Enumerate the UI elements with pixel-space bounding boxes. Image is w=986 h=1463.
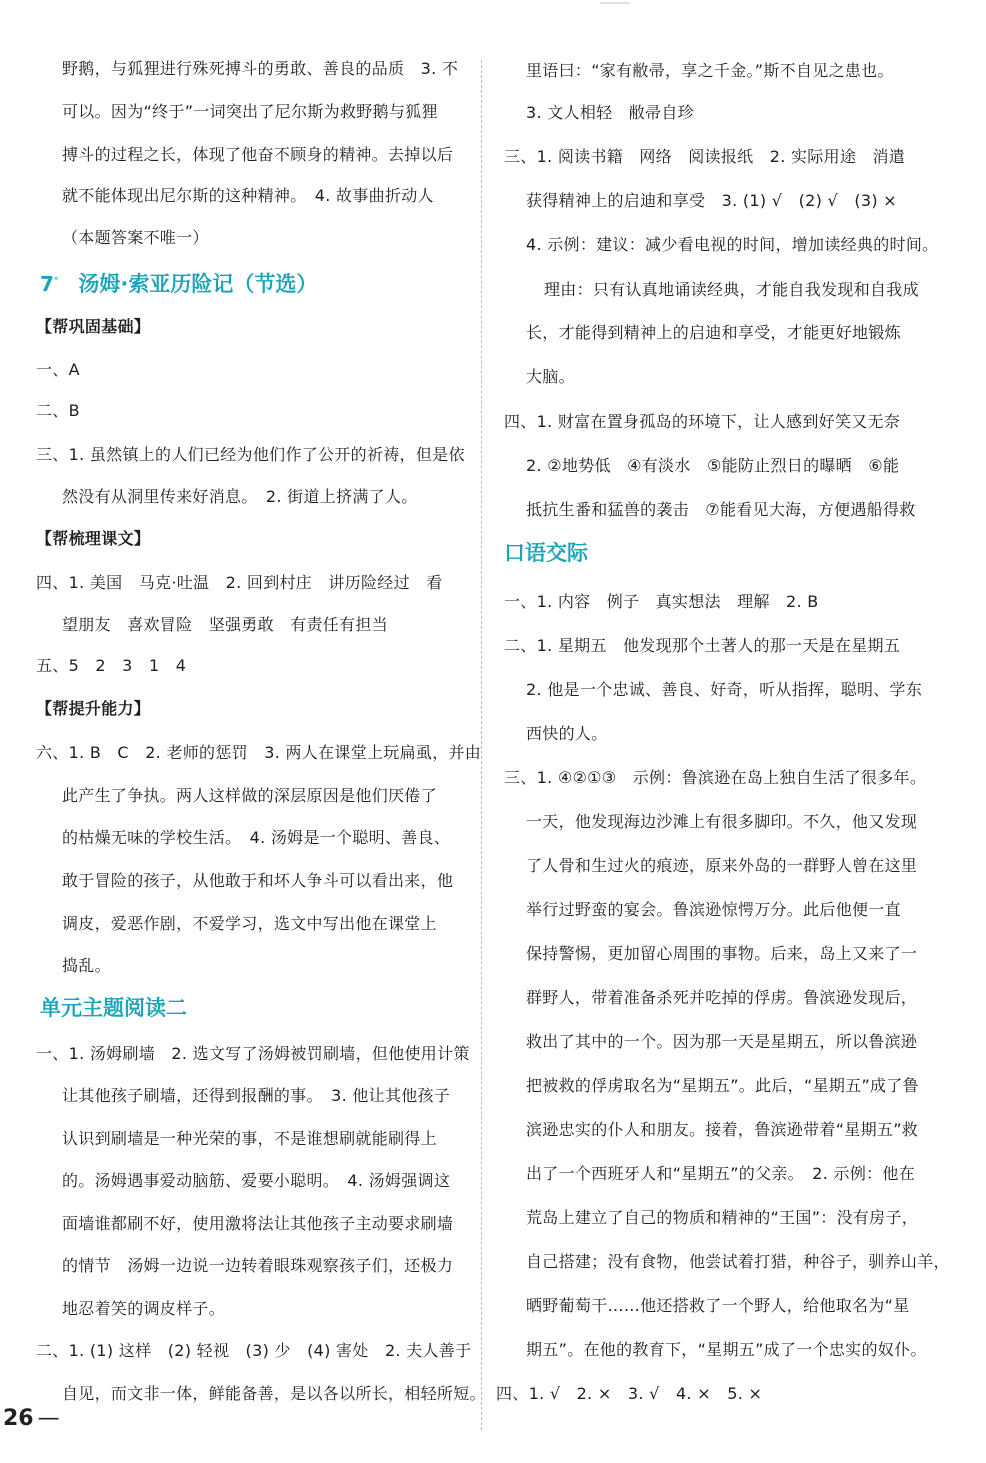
answer-line: 让其他孩子刷墙，还得到报酬的事。 3. 他让其他孩子 (62, 1086, 451, 1105)
answer-line: 3. 文人相轻 敝帚自珍 (526, 103, 694, 122)
answer-line: 晒野葡萄干……他还搭救了一个野人，给他取名为“星 (526, 1296, 910, 1315)
answer-line: 六、1. B C 2. 老师的惩罚 3. 两人在课堂上玩扁虱，并由 (36, 743, 482, 762)
answer-line: 四、1. 财富在置身孤岛的环境下，让人感到好笑又无奈 (504, 412, 901, 431)
text-line: 搏斗的过程之长，体现了他奋不顾身的精神。去掉以后 (62, 145, 454, 164)
answer-line: 理由：只有认真地诵读经典，才能自我发现和自我成 (544, 280, 919, 299)
answer-line: 一、A (36, 360, 80, 379)
answer-line: 然没有从洞里传来好消息。 2. 街道上挤满了人。 (62, 487, 418, 506)
answer-line: 西快的人。 (526, 724, 608, 743)
answer-line: 三、1. ④②①③ 示例：鲁滨逊在岛上独自生活了很多年。 (504, 768, 927, 787)
answer-line: 2. 他是一个忠诚、善良、好奇，听从指挥，聪明、学东 (526, 680, 923, 699)
section-bracket-heading: 【帮巩固基础】 (36, 317, 151, 336)
answer-line: 二、B (36, 401, 80, 420)
column-divider (481, 60, 482, 1430)
answer-line: 自己搭建；没有食物，他尝试着打猎，种谷子，驯养山羊， (526, 1252, 950, 1271)
answer-line: 四、1. √ 2. × 3. √ 4. × 5. × (496, 1384, 763, 1403)
answer-line: 一、1. 内容 例子 真实想法 理解 2. B (504, 592, 819, 611)
answer-line: 保持警惕，更加留心周围的事物。后来，岛上又来了一 (526, 944, 918, 963)
answer-line: 抵抗生番和猛兽的袭击 ⑦能看见大海，方便遇船得救 (526, 500, 916, 519)
section-bracket-heading: 【帮梳理课文】 (36, 529, 151, 548)
answer-line: 三、1. 阅读书籍 网络 阅读报纸 2. 实际用途 消遣 (504, 147, 906, 166)
answer-line: 面墙谁都刷不好，使用激将法让其他孩子主动要求刷墙 (62, 1214, 454, 1233)
answer-line: 的情节 汤姆一边说一边转着眼珠观察孩子们，还极力 (62, 1256, 454, 1275)
answer-line: 的。汤姆遇事爱动脑筋、爱要小聪明。 4. 汤姆强调这 (62, 1171, 451, 1190)
answer-line: 群野人，带着准备杀死并吃掉的俘虏。鲁滨逊发现后， (526, 988, 918, 1007)
answer-line: 滨逊忠实的仆人和朋友。接着，鲁滨逊带着“星期五”救 (526, 1120, 919, 1139)
answer-line: 自见，而文非一体，鲜能备善，是以各以所长，相轻所短。 (62, 1384, 486, 1403)
answer-line: 二、1. 星期五 他发现那个土著人的那一天是在星期五 (504, 636, 901, 655)
answer-line: 五、5 2 3 1 4 (36, 656, 187, 675)
answer-line: 地忍着笑的调皮样子。 (62, 1299, 226, 1318)
answer-line: 二、1. (1) 这样 (2) 轻视 (3) 少 (4) 害处 2. 夫人善于 (36, 1341, 472, 1360)
answer-line: 四、1. 美国 马克·吐温 2. 回到村庄 讲历险经过 看 (36, 573, 443, 592)
answer-line: 此产生了争执。两人这样做的深层原因是他们厌倦了 (62, 786, 437, 805)
text-line: 野鹅，与狐狸进行殊死搏斗的勇敢、善良的品质 3. 不 (62, 59, 459, 78)
answer-line: 2. ②地势低 ④有淡水 ⑤能防止烈日的曝晒 ⑥能 (526, 456, 900, 475)
answer-line: 望朋友 喜欢冒险 坚强勇敢 有责任有担当 (62, 615, 389, 634)
answer-line: 举行过野蛮的宴会。鲁滨逊惊愕万分。此后他便一直 (526, 900, 901, 919)
oral-communication-heading: 口语交际 (504, 541, 588, 565)
page-number: 26 — (3, 1406, 60, 1431)
text-line: 就不能体现出尼尔斯的这种精神。 4. 故事曲折动人 (62, 186, 434, 205)
answer-line: 获得精神上的启迪和享受 3. (1) √ (2) √ (3) × (526, 191, 897, 210)
lesson-7-heading (40, 268, 317, 297)
answer-line: 把被救的俘虏取名为“星期五”。此后，“星期五”成了鲁 (526, 1076, 919, 1095)
answer-line: 大脑。 (526, 367, 575, 386)
answer-line: 4. 示例：建议：减少看电视的时间，增加读经典的时间。 (526, 235, 939, 254)
answer-line: 的枯燥无味的学校生活。 4. 汤姆是一个聪明、善良、 (62, 828, 451, 847)
answer-line: 长，才能得到精神上的启迪和享受，才能更好地锻炼 (526, 323, 901, 342)
answer-line: 里语曰：“家有敝帚，享之千金。”斯不自见之患也。 (526, 61, 894, 80)
unit-heading: 单元主题阅读二 (40, 996, 187, 1020)
answer-line: 期五”。在他的教育下，“星期五”成了一个忠实的奴仆。 (526, 1340, 927, 1359)
answer-line: 一、1. 汤姆刷墙 2. 选文写了汤姆被罚刷墙，但他使用计策 (36, 1044, 470, 1063)
answer-line: 荒岛上建立了自己的物质和精神的“王国”：没有房子， (526, 1208, 919, 1227)
answer-line: 出了一个西班牙人和“星期五”的父亲。 2. 示例：他在 (526, 1164, 916, 1183)
answer-line: 敢于冒险的孩子，从他敢于和坏人争斗可以看出来，他 (62, 871, 454, 890)
answer-line: 认识到刷墙是一种光荣的事，不是谁想刷就能刷得上 (62, 1129, 437, 1148)
lesson-title: 汤姆·索亚历险记（节选） (78, 271, 318, 296)
text-line: （本题答案不唯一） (62, 228, 209, 247)
answer-line: 救出了其中的一个。因为那一天是星期五，所以鲁滨逊 (526, 1032, 918, 1051)
answer-line: 一天，他发现海边沙滩上有很多脚印。不久，他又发现 (526, 812, 918, 831)
answer-line: 捣乱。 (62, 956, 111, 975)
answer-line: 了人骨和生过火的痕迹，原来外岛的一群野人曾在这里 (526, 856, 918, 875)
text-line: 可以。因为“终于”一词突出了尼尔斯为救野鹅与狐狸 (62, 102, 438, 121)
top-scan-mark (600, 2, 630, 4)
section-bracket-heading: 【帮提升能力】 (36, 699, 151, 718)
answer-line: 调皮，爱恶作剧，不爱学习，选文中写出他在课堂上 (62, 914, 437, 933)
answer-line: 三、1. 虽然镇上的人们已经为他们作了公开的祈祷，但是依 (36, 445, 465, 464)
lesson-number: 7° (40, 271, 59, 296)
